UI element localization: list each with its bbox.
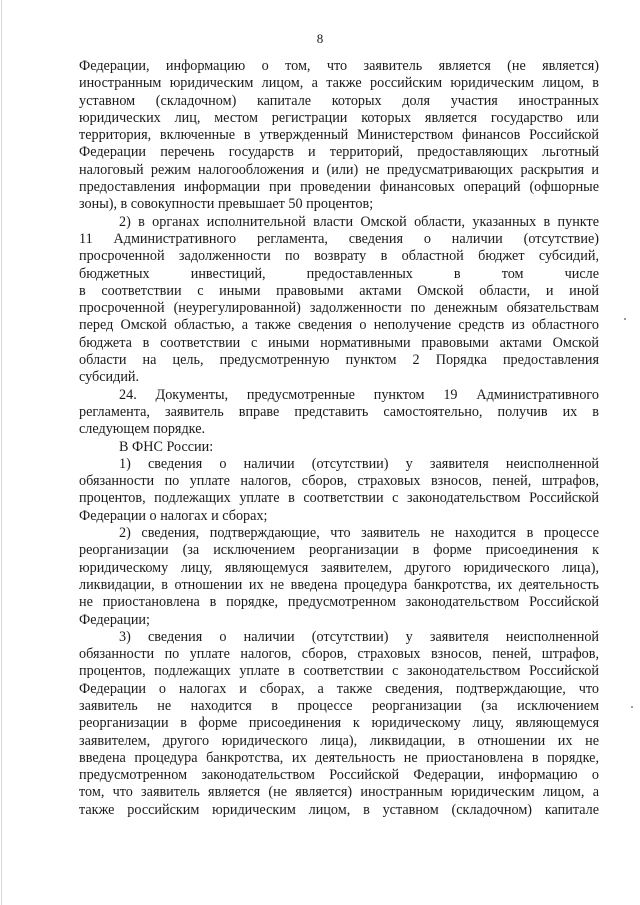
text-line: просроченной (неурегулированной) задолженности по денежным обязательствам bbox=[79, 300, 599, 317]
text-line: Федерации о налогах и сборах, а также сведения, подтверждающие, что bbox=[79, 680, 599, 697]
text-line: 2) в органах исполнительной власти Омской области, указанных в пункте bbox=[119, 213, 599, 230]
text-line: обязанности по уплате налогов, сборов, страховых взносов, пеней, штрафов, bbox=[79, 646, 599, 663]
text-line: процентов, подлежащих уплате в соответствии с законодательством Российской bbox=[79, 490, 599, 507]
text-line: заявитель не находится в процессе реорганизации (за исключением bbox=[79, 697, 599, 714]
text-line: бюджетных инвестиций, предоставленных в том числе bbox=[79, 265, 599, 282]
scan-edge bbox=[1, 0, 2, 905]
text-line: следующем порядке. bbox=[79, 421, 206, 438]
page-number: 8 bbox=[316, 31, 324, 46]
text-line: Федерации, информацию о том, что заявитель является (не является) bbox=[79, 58, 599, 74]
text-line: зоны), в совокупности превышает 50 процентов; bbox=[79, 196, 374, 213]
text-line: 1) сведения о наличии (отсутствии) у заявителя неисполненной bbox=[119, 455, 599, 472]
scan-speck bbox=[631, 706, 633, 708]
text-line: уставном (складочном) капитале которых доля участия иностранных bbox=[79, 92, 599, 109]
text-line: реорганизации в форме присоединения к юридическому лицу, являющемуся bbox=[79, 715, 599, 732]
text-line: в соответствии с иными правовыми актами Омской области, и иной bbox=[79, 282, 599, 299]
text-line: введена процедура банкротства, их деятельность не приостановлена в порядке, bbox=[79, 749, 599, 766]
text-line: процентов, подлежащих уплате в соответствии с законодательством Российской bbox=[79, 663, 599, 680]
text-line: бюджета в соответствии с иными нормативными правовыми актами Омской bbox=[79, 334, 599, 351]
text-line: 3) сведения о наличии (отсутствии) у заявителя неисполненной bbox=[119, 628, 599, 645]
text-line: субсидий. bbox=[79, 369, 140, 386]
text-line: юридических лиц, местом регистрации которых является государство или bbox=[79, 109, 599, 126]
text-line: В ФНС России: bbox=[119, 438, 214, 455]
text-line: заявителем, другого юридического лица), ликвидации, в отношении их не bbox=[79, 732, 599, 749]
text-line: реорганизации (за исключением реорганизации в форме присоединения к bbox=[79, 542, 599, 559]
text-line: не приостановлена в порядке, предусмотренном законодательством Российской bbox=[79, 594, 599, 611]
text-line: том, что заявитель является (не является) иностранным юридическим лицом, а bbox=[79, 784, 599, 801]
scan-speck bbox=[624, 318, 626, 320]
text-line: Федерации перечень государств и территорий, предоставляющих льготный bbox=[79, 144, 599, 161]
text-line: ликвидации, в отношении их не введена процедура банкротства, их деятельность bbox=[79, 576, 599, 593]
text-line: 24. Документы, предусмотренные пунктом 19 Административного bbox=[119, 386, 599, 403]
text-line: обязанности по уплате налогов, сборов, страховых взносов, пеней, штрафов, bbox=[79, 473, 599, 490]
text-line: юридическому лицу, являющемуся заявителем, другого юридического лица), bbox=[79, 559, 599, 576]
text-line: территория, включенные в утвержденный Министерством финансов Российской bbox=[79, 127, 599, 144]
document-body bbox=[79, 58, 599, 819]
text-line: также российским юридическим лицом, в уставном (складочном) капитале bbox=[79, 801, 599, 818]
text-line: предусмотренном законодательством Российской Федерации, информацию о bbox=[79, 767, 599, 784]
text-line: регламента, заявитель вправе представить самостоятельно, получив их в bbox=[79, 403, 599, 420]
text-line: предоставления информации при проведении финансовых операций (офшорные bbox=[79, 179, 599, 196]
text-line: 11 Административного регламента, сведения о наличии (отсутствие) bbox=[79, 230, 599, 247]
text-line: налоговый режим налогообложения и (или) не предусматривающих раскрытия и bbox=[79, 161, 599, 178]
text-line: перед Омской областью, а также сведения о неполучение средств из областного bbox=[79, 317, 599, 334]
text-line: иностранным юридическим лицом, а также российским юридическим лицом, в bbox=[79, 75, 599, 92]
text-line: Федерации; bbox=[79, 611, 150, 628]
text-line: Федерации о налогах и сборах; bbox=[79, 507, 268, 524]
text-line: 2) сведения, подтверждающие, что заявитель не находится в процессе bbox=[119, 525, 599, 542]
text-line: области на цель, предусмотренную пунктом 2 Порядка предоставления bbox=[79, 352, 599, 369]
text-line: просроченной задолженности по возврату в областной бюджет субсидий, bbox=[79, 248, 599, 265]
